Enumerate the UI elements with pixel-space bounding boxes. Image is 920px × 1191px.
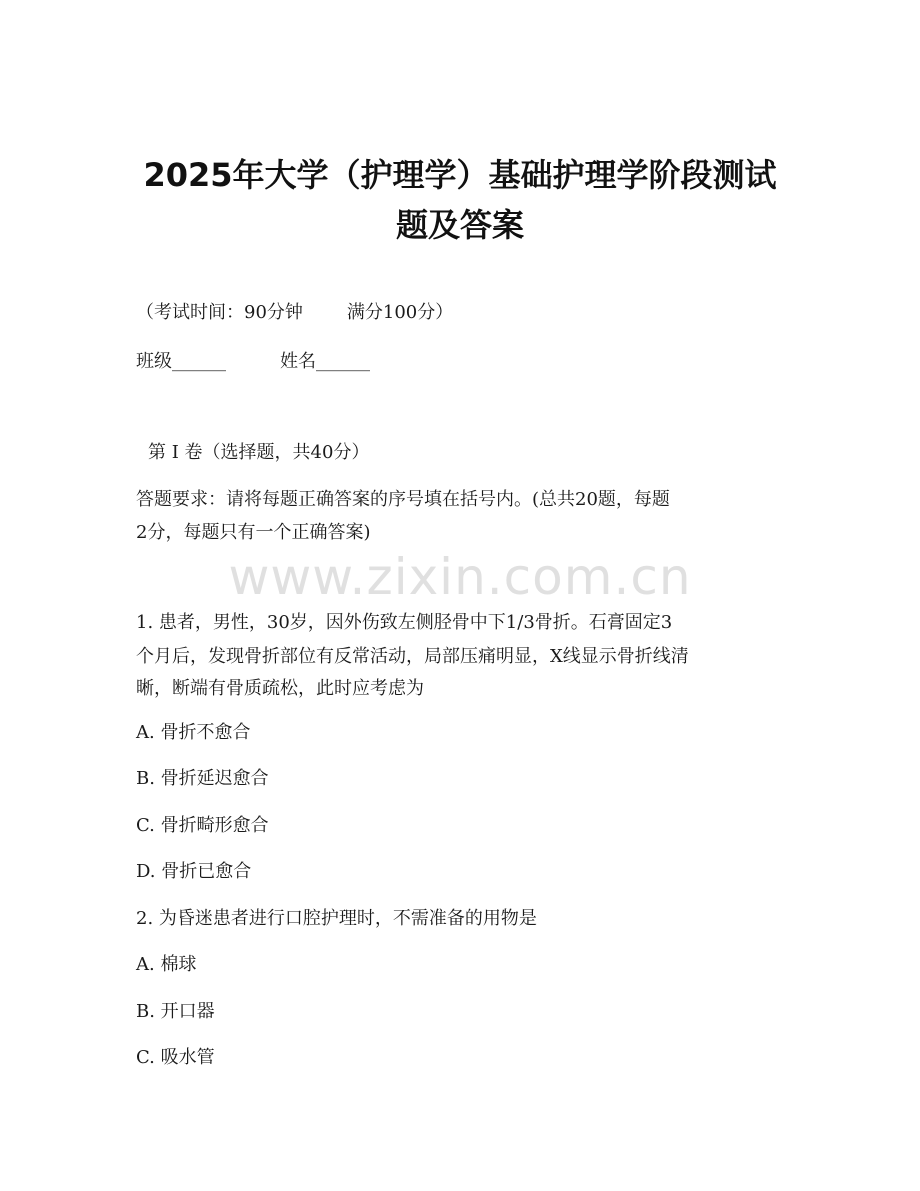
question-stem-line: 个月后，发现骨折部位有反常活动，局部压痛明显，X线显示骨折线清 xyxy=(136,646,689,667)
instructions-line-1: 答题要求：请将每题正确答案的序号填在括号内。(总共20题，每题 xyxy=(136,489,670,510)
section-heading: 第 I 卷（选择题，共40分） xyxy=(148,442,370,463)
exam-info xyxy=(136,296,453,330)
question-stem-line: 1. 患者，男性，30岁，因外伤致左侧胫骨中下1/3骨折。石膏固定3 xyxy=(136,612,673,633)
student-info xyxy=(136,345,370,379)
title-line-2: 题及答案 xyxy=(395,206,524,244)
watermark: www.zixin.com.cn xyxy=(228,548,692,606)
document-title xyxy=(120,150,800,250)
option-c: C. 吸水管 xyxy=(136,1047,215,1068)
instructions-line-2: 2分，每题只有一个正确答案) xyxy=(136,522,371,543)
question-stem-line: 晰，断端有骨质疏松，此时应考虑为 xyxy=(136,678,424,699)
option-c: C. 骨折畸形愈合 xyxy=(136,815,269,836)
exam-time: （考试时间：90分钟 xyxy=(136,302,303,323)
title-line-1: 2025年大学（护理学）基础护理学阶段测试 xyxy=(143,156,777,194)
option-d: D. 骨折已愈合 xyxy=(136,861,252,882)
full-score: 满分100分） xyxy=(346,302,454,323)
option-b: B. 骨折延迟愈合 xyxy=(136,768,269,789)
question-stem-line: 2. 为昏迷患者进行口腔护理时，不需准备的用物是 xyxy=(136,908,537,929)
option-a: A. 骨折不愈合 xyxy=(136,722,251,743)
name-field: 姓名______ xyxy=(280,351,370,372)
option-b: B. 开口器 xyxy=(136,1001,215,1022)
option-a: A. 棉球 xyxy=(136,954,197,975)
class-field: 班级______ xyxy=(136,351,226,372)
